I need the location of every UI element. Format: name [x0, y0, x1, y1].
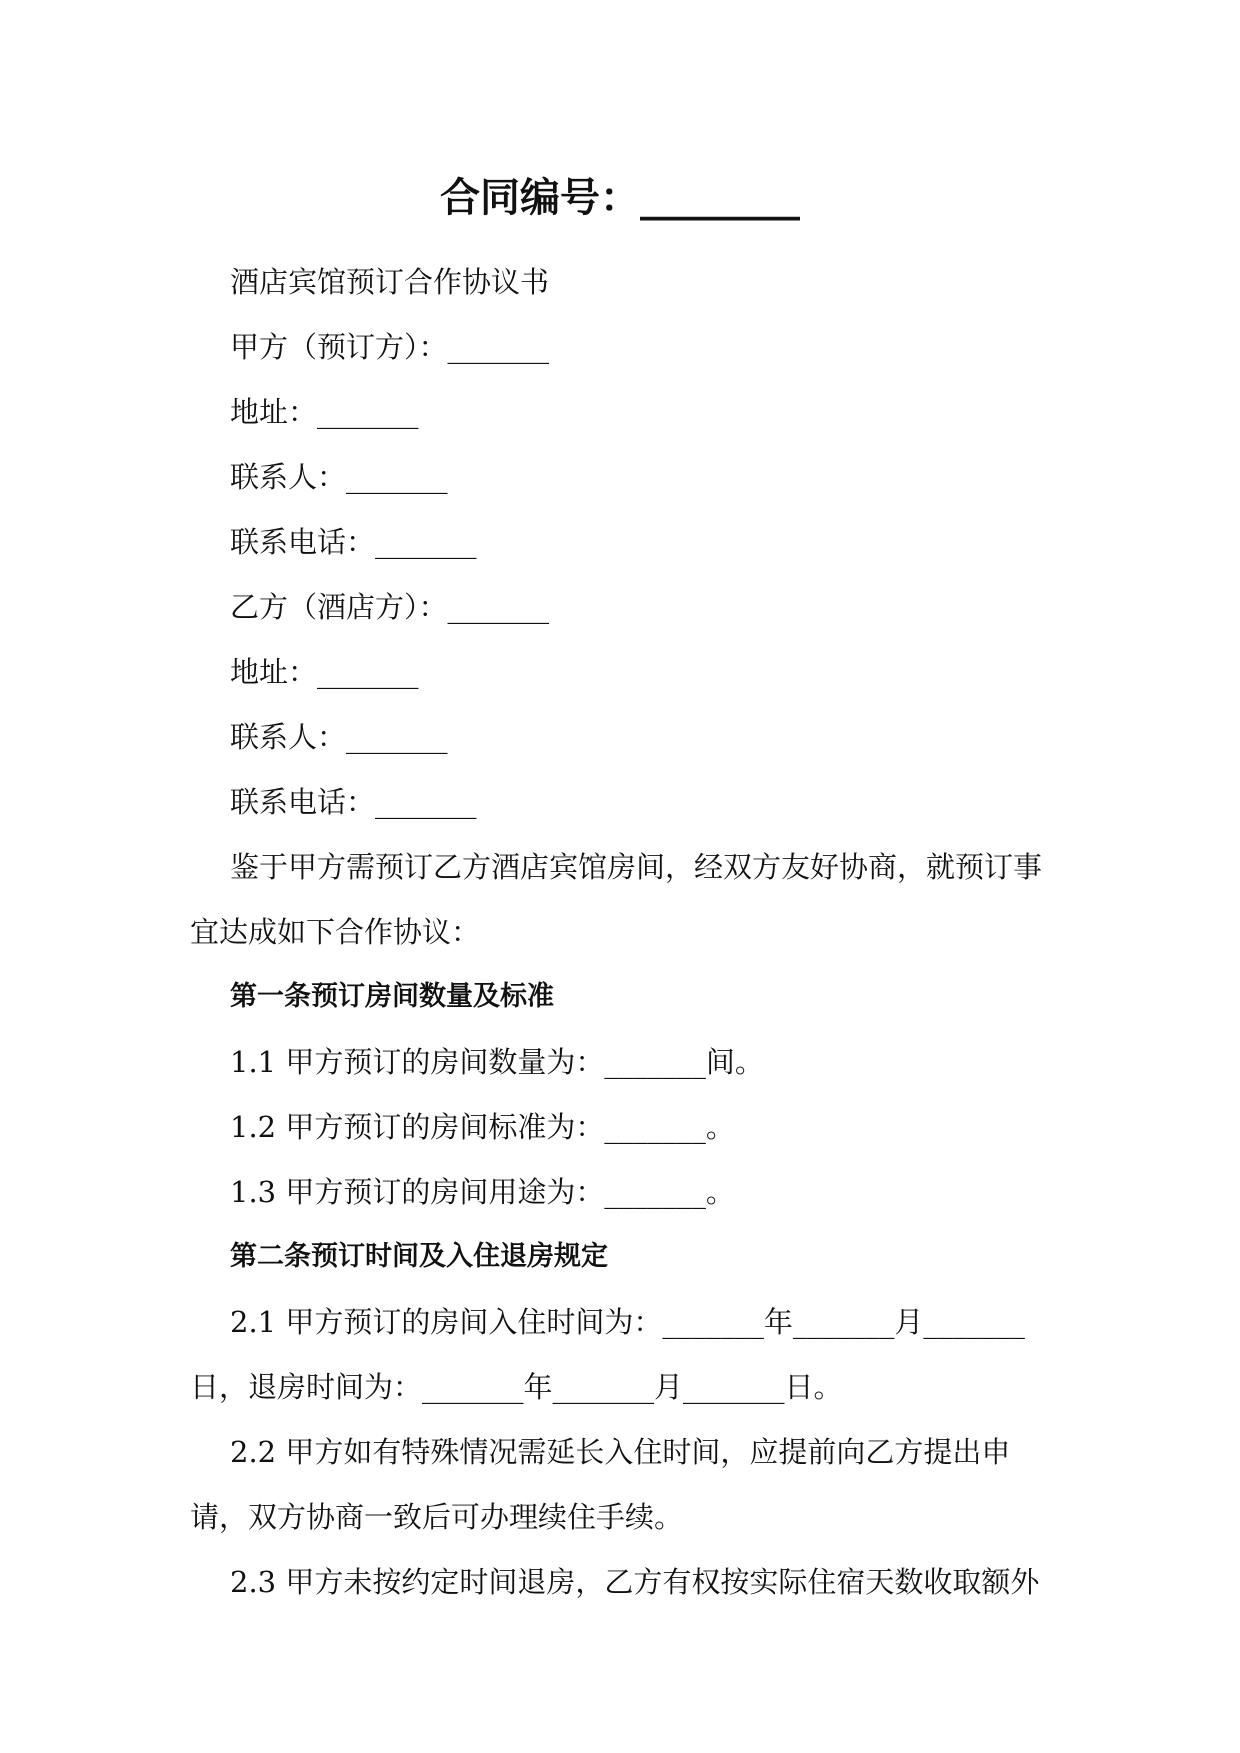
clause-1-2: 1.2 甲方预订的房间标准为：_______。 — [230, 1110, 735, 1144]
clause-2-2-line-1: 2.2 甲方如有特殊情况需延长入住时间，应提前向乙方提出申 — [230, 1435, 1011, 1469]
clause-2-2-line-2: 请，双方协商一致后可办理续住手续。 — [190, 1500, 684, 1534]
clause-1-3: 1.3 甲方预订的房间用途为：_______。 — [230, 1175, 735, 1209]
agreement-name: 酒店宾馆预订合作协议书 — [230, 265, 550, 299]
party-b-phone: 联系电话：_______ — [230, 785, 477, 819]
party-b-contact: 联系人：_______ — [230, 720, 448, 754]
contract-number-title: 合同编号：________ — [440, 175, 800, 221]
clause-2-1-line-1: 2.1 甲方预订的房间入住时间为：_______年_______月_______ — [230, 1305, 1025, 1339]
article-2-heading: 第二条预订时间及入住退房规定 — [230, 1241, 608, 1272]
party-b-line: 乙方（酒店方）：_______ — [230, 590, 550, 624]
clause-2-1-line-2: 日，退房时间为：_______年_______月_______日。 — [190, 1370, 843, 1404]
preamble-line-2: 宜达成如下合作协议： — [190, 915, 481, 949]
clause-1-1: 1.1 甲方预订的房间数量为：_______间。 — [230, 1045, 764, 1079]
clause-2-3-line-1: 2.3 甲方未按约定时间退房，乙方有权按实际住宿天数收取额外 — [230, 1565, 1040, 1599]
party-a-contact: 联系人：_______ — [230, 460, 448, 494]
article-1-heading: 第一条预订房间数量及标准 — [230, 981, 554, 1012]
party-a-line: 甲方（预订方）：_______ — [230, 330, 550, 364]
party-a-address: 地址：_______ — [230, 395, 419, 429]
preamble-line-1: 鉴于甲方需预订乙方酒店宾馆房间，经双方友好协商，就预订事 — [230, 850, 1043, 884]
party-b-address: 地址：_______ — [230, 655, 419, 689]
party-a-phone: 联系电话：_______ — [230, 525, 477, 559]
